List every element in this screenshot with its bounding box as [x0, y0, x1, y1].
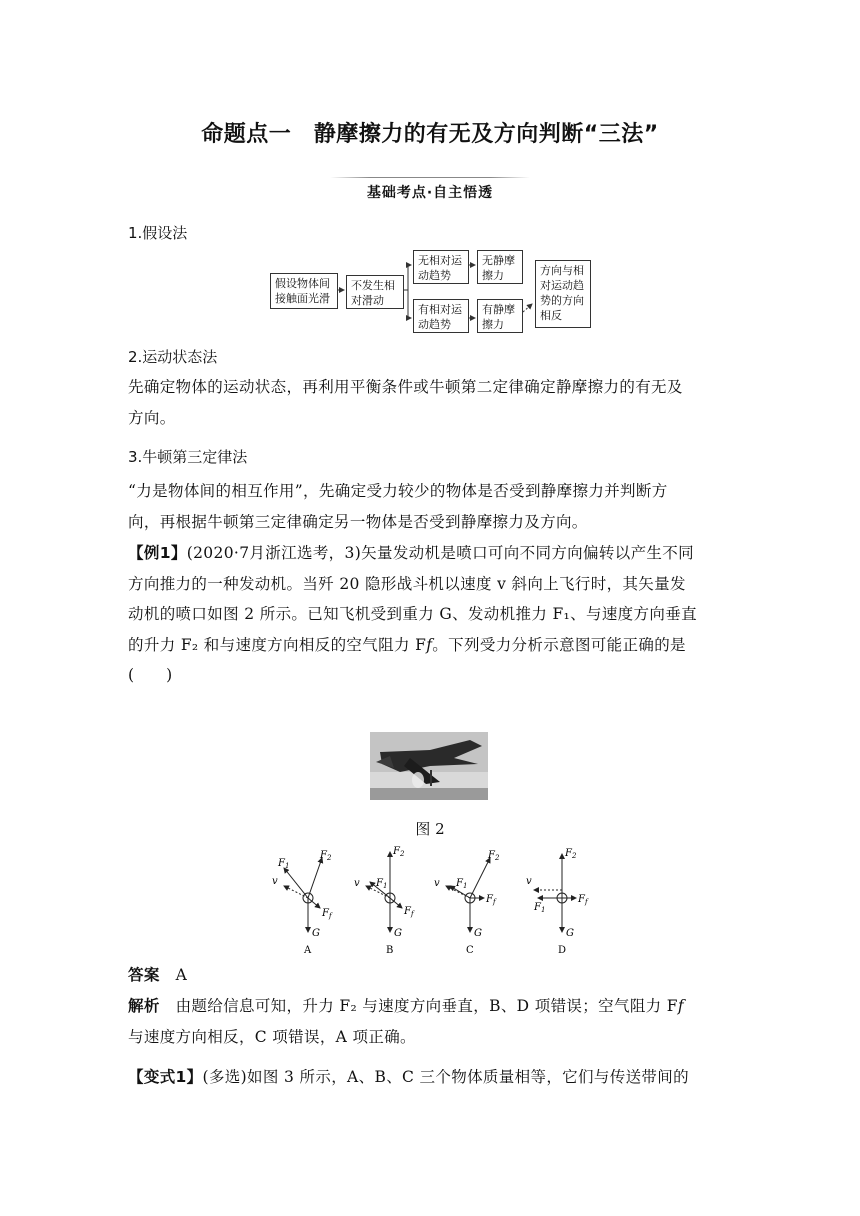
paragraph-newton-third-law: [128, 476, 738, 537]
section-banner: [330, 177, 530, 202]
flow-box-branch-top: 无相对运动趋势: [413, 250, 469, 284]
banner-divider: [330, 177, 530, 178]
label-f1: $F_1$: [534, 902, 546, 914]
force-f2-arrow: [308, 858, 322, 898]
label-ff: $F_f$: [486, 894, 496, 906]
arrow-middle-bottom: [404, 290, 411, 318]
jet-photo-image: [370, 732, 488, 800]
flow-box-middle: 不发生相对滑动: [346, 275, 404, 309]
text-line: 先确定物体的运动状态，再利用平衡条件或牛顿第二定律确定静摩擦力的有无及: [128, 378, 683, 396]
variant-label: 【变式1】: [128, 1068, 203, 1086]
variant-paragraph: [128, 1062, 738, 1093]
example-line1: (2020·7月浙江选考，3)矢量发动机是喷口可向不同方向偏转以产生不同: [186, 544, 694, 562]
banner-text: 基础考点·自主悟透: [366, 185, 494, 201]
jet-photo: [370, 732, 488, 800]
page-title: 命题点一 静摩擦力的有无及方向判断“三法”: [201, 122, 659, 147]
text-line: 的升力 F₂ 和与速度方向相反的空气阻力 F𝑓。下列受力分析示意图可能正确的是: [128, 635, 686, 654]
option-c-label: C: [466, 945, 474, 956]
text-line: 动机的喷口如图 2 所示。已知飞机受到重力 G、发动机推力 F₁、与速度方向垂直: [128, 605, 697, 623]
label-ff: $F_f$: [322, 908, 332, 920]
label-g: G: [474, 928, 482, 939]
arrow-middle-top: [404, 265, 411, 290]
text-line: 方向推力的一种发动机。当歼 20 隐形战斗机以速度 v 斜向上飞行时，其矢量发: [128, 574, 686, 593]
flow-box-start: 假设物体间接触面光滑: [270, 273, 338, 309]
label-g: G: [394, 928, 402, 939]
label-f2: $F_2$: [565, 848, 577, 860]
option-b-diagram: [354, 846, 415, 956]
analysis-paragraph: [128, 991, 738, 1052]
label-g: G: [566, 928, 574, 939]
option-c-diagram: [434, 850, 500, 956]
variant-line1: (多选)如图 3 所示，A、B、C 三个物体质量相等，它们与传送带间的: [202, 1068, 689, 1086]
paragraph-motion-state: [128, 372, 738, 433]
option-a-diagram: [272, 850, 333, 956]
analysis-line1: 由题给信息可知，升力 F₂ 与速度方向垂直，B、D 项错误；空气阻力 F𝑓: [175, 997, 684, 1015]
flow-diagram: [270, 248, 600, 334]
heading-newton-third-law: 3.牛顿第三定律法: [128, 448, 248, 466]
text-line: [128, 991, 738, 1022]
option-d-diagram: [526, 848, 589, 956]
flow-box-branch-bottom: 有相对运动趋势: [413, 299, 469, 333]
option-a-label: A: [304, 945, 312, 956]
label-v: v: [272, 876, 278, 887]
label-f1: $F_1$: [376, 878, 388, 890]
text-line: ( ): [128, 666, 173, 684]
text-line: 方向。: [128, 408, 176, 427]
text-line: [128, 538, 738, 569]
answer-value: A: [175, 966, 188, 984]
option-b-label: B: [386, 945, 394, 956]
label-ff: $F_f$: [404, 906, 414, 918]
analysis-label: 解析: [128, 997, 160, 1015]
label-ff: $F_f$: [578, 894, 588, 906]
label-v: v: [526, 876, 532, 887]
figure-caption: 图 2: [415, 820, 445, 838]
label-f2: $F_2$: [393, 846, 405, 858]
text-line: 向，再根据牛顿第三定律确定另一物体是否受到静摩擦力及方向。: [128, 512, 588, 531]
flow-box-result-bottom: 有静摩擦力: [477, 299, 523, 333]
heading-assumption-method: 1.假设法: [128, 224, 188, 242]
example-paragraph: [128, 538, 738, 691]
label-f2: $F_2$: [488, 850, 500, 862]
label-f2: $F_2$: [320, 850, 332, 862]
label-v: v: [354, 878, 360, 889]
force-diagrams: [260, 842, 600, 957]
label-f1: $F_1$: [456, 878, 468, 890]
label-g: G: [312, 928, 320, 939]
example-label: 【例1】: [128, 544, 187, 562]
velocity-arrow: [284, 886, 308, 898]
option-d-label: D: [558, 945, 567, 956]
label-v: v: [434, 878, 440, 889]
heading-motion-state-method: 2.运动状态法: [128, 348, 218, 366]
flow-box-result-top: 无静摩擦力: [477, 250, 523, 284]
force-f1-arrow: [284, 868, 308, 898]
flow-box-final: 方向与相对运动趋势的方向相反: [535, 260, 591, 328]
answer-line: [128, 960, 738, 991]
arrow-result-final: [523, 304, 532, 312]
label-f1: $F_1$: [278, 858, 290, 870]
text-line: “力是物体间的相互作用”，先确定受力较少的物体是否受到静摩擦力并判断方: [128, 482, 668, 500]
text-line: 与速度方向相反，C 项错误，A 项正确。: [128, 1027, 416, 1046]
force-f2-arrow: [470, 858, 490, 898]
answer-label: 答案: [128, 966, 160, 984]
